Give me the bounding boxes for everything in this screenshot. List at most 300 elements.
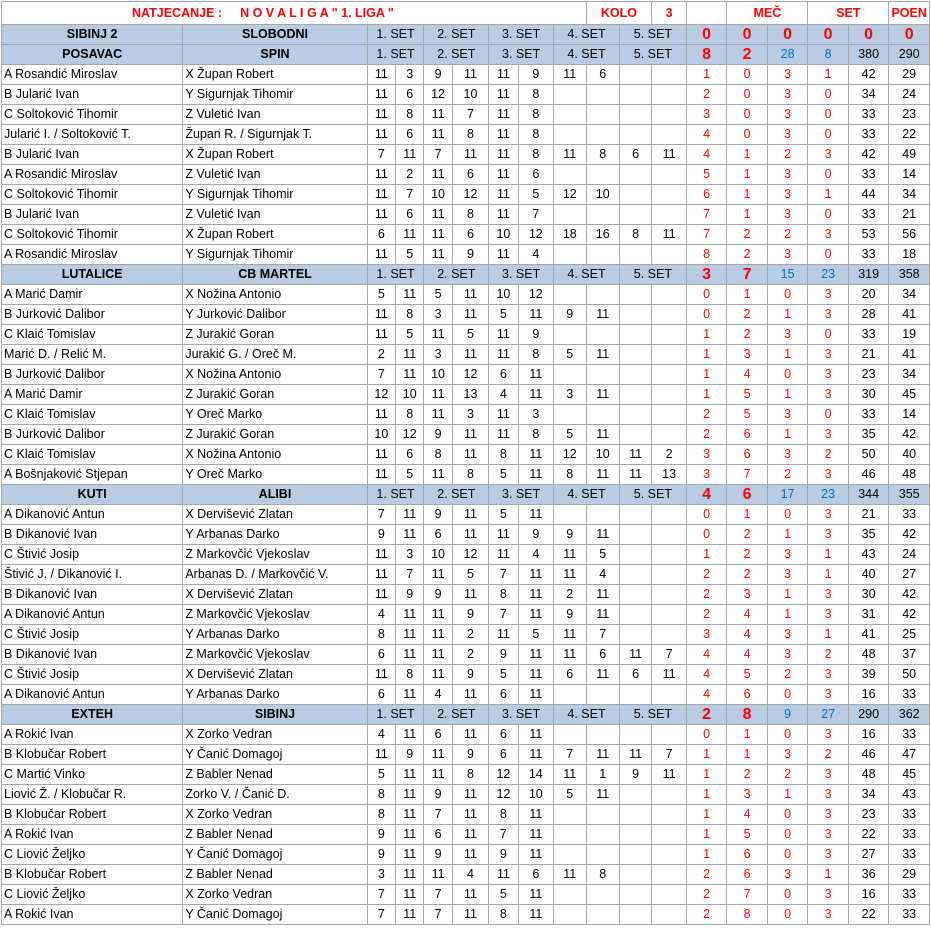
set-score: 12 <box>452 545 488 565</box>
running-match-away: 7 <box>727 465 768 485</box>
set-score: 11 <box>396 145 424 165</box>
set-column-header: 4. SET <box>554 265 620 285</box>
sets-won-home: 2 <box>767 465 808 485</box>
sets-won-away: 0 <box>808 85 849 105</box>
set-score <box>619 505 651 525</box>
set-score: 11 <box>424 645 452 665</box>
away-player: Y Sigurnjak Tihomir <box>183 85 367 105</box>
running-match-away: 4 <box>727 645 768 665</box>
sets-won-away: 0 <box>808 245 849 265</box>
set-score: 3 <box>554 385 586 405</box>
set-score <box>619 525 651 545</box>
set-score: 8 <box>554 465 586 485</box>
game-row <box>2 885 930 905</box>
set-score: 10 <box>424 545 452 565</box>
game-row <box>2 505 930 525</box>
game-row <box>2 645 930 665</box>
away-player: X Zorko Vedran <box>183 885 367 905</box>
set-score: 10 <box>586 185 619 205</box>
set-score: 11 <box>518 845 553 865</box>
set-score: 4 <box>452 865 488 885</box>
set-score <box>619 205 651 225</box>
sets-won-away: 3 <box>808 465 849 485</box>
set-score: 11 <box>396 365 424 385</box>
set-score <box>652 385 686 405</box>
running-match-home: 3 <box>686 625 727 645</box>
set-score: 8 <box>452 765 488 785</box>
running-match-home: 0 <box>686 505 727 525</box>
set-score: 2 <box>367 345 395 365</box>
match-score-away: 2 <box>727 45 768 65</box>
running-match-home: 2 <box>686 865 727 885</box>
set-score: 11 <box>586 785 619 805</box>
running-match-away: 2 <box>727 225 768 245</box>
points-away: 33 <box>889 905 930 925</box>
set-score: 11 <box>489 245 518 265</box>
match-header-row <box>2 265 930 285</box>
set-score: 5 <box>367 285 395 305</box>
away-player: X Nožina Antonio <box>183 285 367 305</box>
sets-won-away: 3 <box>808 505 849 525</box>
set-score: 11 <box>452 525 488 545</box>
match-score-home: 4 <box>686 485 727 505</box>
match-score-home: 2 <box>686 705 727 725</box>
sets-won-away: 3 <box>808 725 849 745</box>
set-score: 7 <box>424 145 452 165</box>
set-score: 6 <box>396 445 424 465</box>
set-column-header: 3. SET <box>489 485 554 505</box>
points-away: 19 <box>889 325 930 345</box>
points-away: 22 <box>889 125 930 145</box>
set-score: 11 <box>424 745 452 765</box>
points-home: 39 <box>848 665 889 685</box>
set-score <box>586 505 619 525</box>
set-score <box>619 85 651 105</box>
set-score: 5 <box>452 565 488 585</box>
set-score: 5 <box>554 425 586 445</box>
running-match-home: 1 <box>686 385 727 405</box>
running-match-away: 2 <box>727 765 768 785</box>
set-score: 11 <box>424 205 452 225</box>
match-score-home: 0 <box>686 25 727 45</box>
running-match-home: 0 <box>686 285 727 305</box>
set-score <box>652 685 686 705</box>
sets-won-home: 0 <box>767 845 808 865</box>
sets-won-away: 3 <box>808 425 849 445</box>
set-score: 11 <box>518 745 553 765</box>
set-score <box>554 825 586 845</box>
set-column-header: 3. SET <box>489 25 554 45</box>
running-match-home: 8 <box>686 245 727 265</box>
points-away: 40 <box>889 445 930 465</box>
running-match-away: 4 <box>727 365 768 385</box>
set-score: 5 <box>489 505 518 525</box>
set-score: 8 <box>396 405 424 425</box>
set-column-header: 4. SET <box>554 485 620 505</box>
game-row <box>2 225 930 245</box>
game-row <box>2 285 930 305</box>
set-score: 11 <box>518 725 553 745</box>
set-total-home: 15 <box>767 265 808 285</box>
set-total-home: 28 <box>767 45 808 65</box>
set-score: 11 <box>396 345 424 365</box>
running-match-home: 2 <box>686 405 727 425</box>
set-score: 12 <box>452 365 488 385</box>
set-total-away: 8 <box>808 45 849 65</box>
set-score <box>554 845 586 865</box>
game-row <box>2 625 930 645</box>
set-score: 11 <box>619 645 651 665</box>
set-score: 13 <box>452 385 488 405</box>
set-score <box>619 605 651 625</box>
points-home: 33 <box>848 125 889 145</box>
running-match-home: 0 <box>686 305 727 325</box>
set-score <box>586 205 619 225</box>
sets-won-home: 0 <box>767 885 808 905</box>
set-score: 18 <box>554 225 586 245</box>
set-score: 5 <box>489 465 518 485</box>
running-match-home: 1 <box>686 345 727 365</box>
set-score: 11 <box>518 805 553 825</box>
points-away: 34 <box>889 185 930 205</box>
set-column-header: 1. SET <box>367 45 424 65</box>
points-away: 42 <box>889 585 930 605</box>
set-score: 7 <box>367 905 395 925</box>
running-match-away: 2 <box>727 305 768 325</box>
points-away: 33 <box>889 845 930 865</box>
set-score: 11 <box>424 605 452 625</box>
set-score <box>652 825 686 845</box>
sets-won-home: 2 <box>767 765 808 785</box>
set-score: 9 <box>619 765 651 785</box>
set-score: 11 <box>396 625 424 645</box>
game-row <box>2 605 930 625</box>
points-home: 33 <box>848 245 889 265</box>
set-score: 11 <box>367 445 395 465</box>
set-score: 11 <box>586 465 619 485</box>
points-away: 56 <box>889 225 930 245</box>
points-total-home: 290 <box>848 705 889 725</box>
set-score: 11 <box>489 105 518 125</box>
set-score: 6 <box>586 65 619 85</box>
set-score: 11 <box>554 865 586 885</box>
sets-won-home: 0 <box>767 285 808 305</box>
away-player: Z Babler Nenad <box>183 765 367 785</box>
running-match-away: 1 <box>727 745 768 765</box>
set-score <box>619 405 651 425</box>
set-score: 8 <box>518 145 553 165</box>
set-score <box>619 865 651 885</box>
sets-won-home: 3 <box>767 65 808 85</box>
set-score: 11 <box>424 325 452 345</box>
game-row <box>2 845 930 865</box>
set-score: 8 <box>619 225 651 245</box>
set-score <box>619 285 651 305</box>
set-column-header: 5. SET <box>619 25 686 45</box>
set-score: 11 <box>518 565 553 585</box>
set-score: 9 <box>424 425 452 445</box>
sets-won-away: 3 <box>808 145 849 165</box>
game-row <box>2 145 930 165</box>
points-home: 33 <box>848 405 889 425</box>
set-score: 8 <box>396 665 424 685</box>
away-team: SIBINJ <box>183 705 367 725</box>
home-player: B Jurković Dalibor <box>2 305 183 325</box>
running-match-home: 0 <box>686 725 727 745</box>
set-score <box>554 505 586 525</box>
sets-won-away: 1 <box>808 625 849 645</box>
away-player: X Nožina Antonio <box>183 365 367 385</box>
set-score <box>586 365 619 385</box>
game-row <box>2 425 930 445</box>
set-score: 11 <box>396 885 424 905</box>
set-score: 7 <box>396 185 424 205</box>
title-row <box>2 2 930 25</box>
game-row <box>2 165 930 185</box>
points-away: 33 <box>889 825 930 845</box>
set-column-header: 2. SET <box>424 25 489 45</box>
points-away: 33 <box>889 505 930 525</box>
game-row <box>2 685 930 705</box>
set-total-away: 0 <box>808 25 849 45</box>
home-player: Marić D. / Relić M. <box>2 345 183 365</box>
set-score <box>554 325 586 345</box>
points-home: 27 <box>848 845 889 865</box>
set-column-header: 4. SET <box>554 705 620 725</box>
running-match-away: 6 <box>727 865 768 885</box>
set-score: 8 <box>452 125 488 145</box>
match-score-home: 3 <box>686 265 727 285</box>
away-player: Župan R. / Sigurnjak T. <box>183 125 367 145</box>
running-match-away: 1 <box>727 285 768 305</box>
set-score: 11 <box>452 825 488 845</box>
away-player: Y Arbanas Darko <box>183 525 367 545</box>
set-column-header: 1. SET <box>367 25 424 45</box>
set-score <box>554 245 586 265</box>
sets-won-away: 1 <box>808 545 849 565</box>
set-score <box>554 725 586 745</box>
running-match-home: 4 <box>686 145 727 165</box>
spacer <box>686 2 727 25</box>
set-score: 11 <box>424 625 452 645</box>
set-score <box>652 505 686 525</box>
running-match-home: 1 <box>686 65 727 85</box>
home-player: C Štivić Josip <box>2 545 183 565</box>
running-match-home: 1 <box>686 785 727 805</box>
set-score <box>652 85 686 105</box>
sets-won-home: 3 <box>767 105 808 125</box>
running-match-away: 4 <box>727 625 768 645</box>
sets-won-away: 3 <box>808 905 849 925</box>
set-score <box>619 545 651 565</box>
set-score: 11 <box>367 745 395 765</box>
set-score: 11 <box>452 345 488 365</box>
set-score: 13 <box>652 465 686 485</box>
set-score: 11 <box>586 345 619 365</box>
home-player: B Jularić Ivan <box>2 145 183 165</box>
set-score <box>652 185 686 205</box>
set-score: 4 <box>367 725 395 745</box>
set-score: 12 <box>452 185 488 205</box>
set-score: 3 <box>424 305 452 325</box>
set-score <box>652 125 686 145</box>
set-score: 11 <box>452 905 488 925</box>
running-match-home: 2 <box>686 905 727 925</box>
running-match-away: 5 <box>727 665 768 685</box>
set-score: 8 <box>396 105 424 125</box>
set-score: 11 <box>518 905 553 925</box>
set-score: 11 <box>586 605 619 625</box>
home-player: C Soltoković Tihomir <box>2 225 183 245</box>
set-score: 11 <box>452 685 488 705</box>
set-score: 7 <box>489 565 518 585</box>
away-player: X Dervišević Zlatan <box>183 665 367 685</box>
match-score-away: 0 <box>727 25 768 45</box>
home-player: C Liović Željko <box>2 885 183 905</box>
set-score <box>619 325 651 345</box>
set-score: 7 <box>424 905 452 925</box>
set-score <box>652 365 686 385</box>
points-away: 14 <box>889 405 930 425</box>
points-away: 42 <box>889 425 930 445</box>
points-away: 14 <box>889 165 930 185</box>
sets-won-away: 3 <box>808 845 849 865</box>
set-score: 6 <box>424 825 452 845</box>
set-score <box>554 165 586 185</box>
set-score: 3 <box>518 405 553 425</box>
set-score: 5 <box>424 285 452 305</box>
set-column-header: 5. SET <box>619 265 686 285</box>
set-score: 11 <box>396 825 424 845</box>
set-score: 11 <box>424 385 452 405</box>
set-score: 7 <box>489 605 518 625</box>
sets-won-home: 3 <box>767 745 808 765</box>
points-home: 48 <box>848 765 889 785</box>
points-home: 35 <box>848 425 889 445</box>
set-score: 11 <box>396 805 424 825</box>
set-score: 11 <box>367 565 395 585</box>
home-player: A Rosandić Miroslav <box>2 65 183 85</box>
points-away: 18 <box>889 245 930 265</box>
home-player: C Martić Vinko <box>2 765 183 785</box>
home-player: A Dikanović Antun <box>2 505 183 525</box>
match-score-away: 6 <box>727 485 768 505</box>
game-row <box>2 65 930 85</box>
game-row <box>2 305 930 325</box>
sets-won-home: 3 <box>767 165 808 185</box>
set-score: 11 <box>554 625 586 645</box>
points-home: 41 <box>848 625 889 645</box>
running-match-away: 4 <box>727 805 768 825</box>
sets-won-away: 3 <box>808 525 849 545</box>
away-player: Y Čanić Domagoj <box>183 745 367 765</box>
points-home: 43 <box>848 545 889 565</box>
set-score <box>652 245 686 265</box>
running-match-away: 2 <box>727 245 768 265</box>
running-match-home: 2 <box>686 885 727 905</box>
set-score: 5 <box>452 325 488 345</box>
points-away: 42 <box>889 525 930 545</box>
set-score: 9 <box>452 745 488 765</box>
set-score: 12 <box>518 225 553 245</box>
set-score: 11 <box>489 165 518 185</box>
set-score: 9 <box>424 505 452 525</box>
set-score: 11 <box>396 905 424 925</box>
set-score: 11 <box>489 325 518 345</box>
set-score: 12 <box>367 385 395 405</box>
set-score: 6 <box>489 725 518 745</box>
set-score: 8 <box>518 125 553 145</box>
set-score: 3 <box>424 345 452 365</box>
game-row <box>2 805 930 825</box>
set-score <box>586 325 619 345</box>
set-score <box>619 185 651 205</box>
points-home: 35 <box>848 525 889 545</box>
set-score <box>619 685 651 705</box>
game-row <box>2 545 930 565</box>
set-score <box>554 365 586 385</box>
set-score: 11 <box>396 865 424 885</box>
running-match-away: 0 <box>727 65 768 85</box>
set-score <box>652 625 686 645</box>
sets-won-away: 3 <box>808 605 849 625</box>
set-score: 11 <box>367 245 395 265</box>
running-match-away: 5 <box>727 385 768 405</box>
set-score: 2 <box>396 165 424 185</box>
set-score: 6 <box>554 665 586 685</box>
sets-won-home: 3 <box>767 185 808 205</box>
away-player: Z Jurakić Goran <box>183 425 367 445</box>
set-score: 11 <box>652 765 686 785</box>
points-away: 41 <box>889 305 930 325</box>
set-score: 6 <box>396 205 424 225</box>
set-score: 7 <box>652 645 686 665</box>
running-match-home: 2 <box>686 605 727 625</box>
points-total-home: 344 <box>848 485 889 505</box>
sets-won-home: 1 <box>767 525 808 545</box>
set-score: 9 <box>424 845 452 865</box>
set-total-away: 23 <box>808 485 849 505</box>
away-team: ALIBI <box>183 485 367 505</box>
home-player: C Klaić Tomislav <box>2 325 183 345</box>
running-match-away: 2 <box>727 325 768 345</box>
set-score: 11 <box>367 205 395 225</box>
set-score: 9 <box>452 665 488 685</box>
set-score: 12 <box>554 445 586 465</box>
set-score: 11 <box>367 105 395 125</box>
set-score: 8 <box>489 805 518 825</box>
home-player: B Klobučar Robert <box>2 865 183 885</box>
home-player: A Bošnjaković Stjepan <box>2 465 183 485</box>
set-header: SET <box>808 2 889 25</box>
points-total-away: 355 <box>889 485 930 505</box>
points-home: 23 <box>848 805 889 825</box>
away-player: X Župan Robert <box>183 145 367 165</box>
match-score-away: 8 <box>727 705 768 725</box>
set-score: 11 <box>367 665 395 685</box>
set-score: 11 <box>489 405 518 425</box>
running-match-home: 2 <box>686 425 727 445</box>
set-score: 11 <box>424 125 452 145</box>
running-match-home: 1 <box>686 805 727 825</box>
sets-won-away: 3 <box>808 305 849 325</box>
sets-won-home: 3 <box>767 865 808 885</box>
game-row <box>2 125 930 145</box>
set-score <box>554 205 586 225</box>
points-home: 16 <box>848 685 889 705</box>
points-away: 48 <box>889 465 930 485</box>
set-score: 9 <box>424 585 452 605</box>
